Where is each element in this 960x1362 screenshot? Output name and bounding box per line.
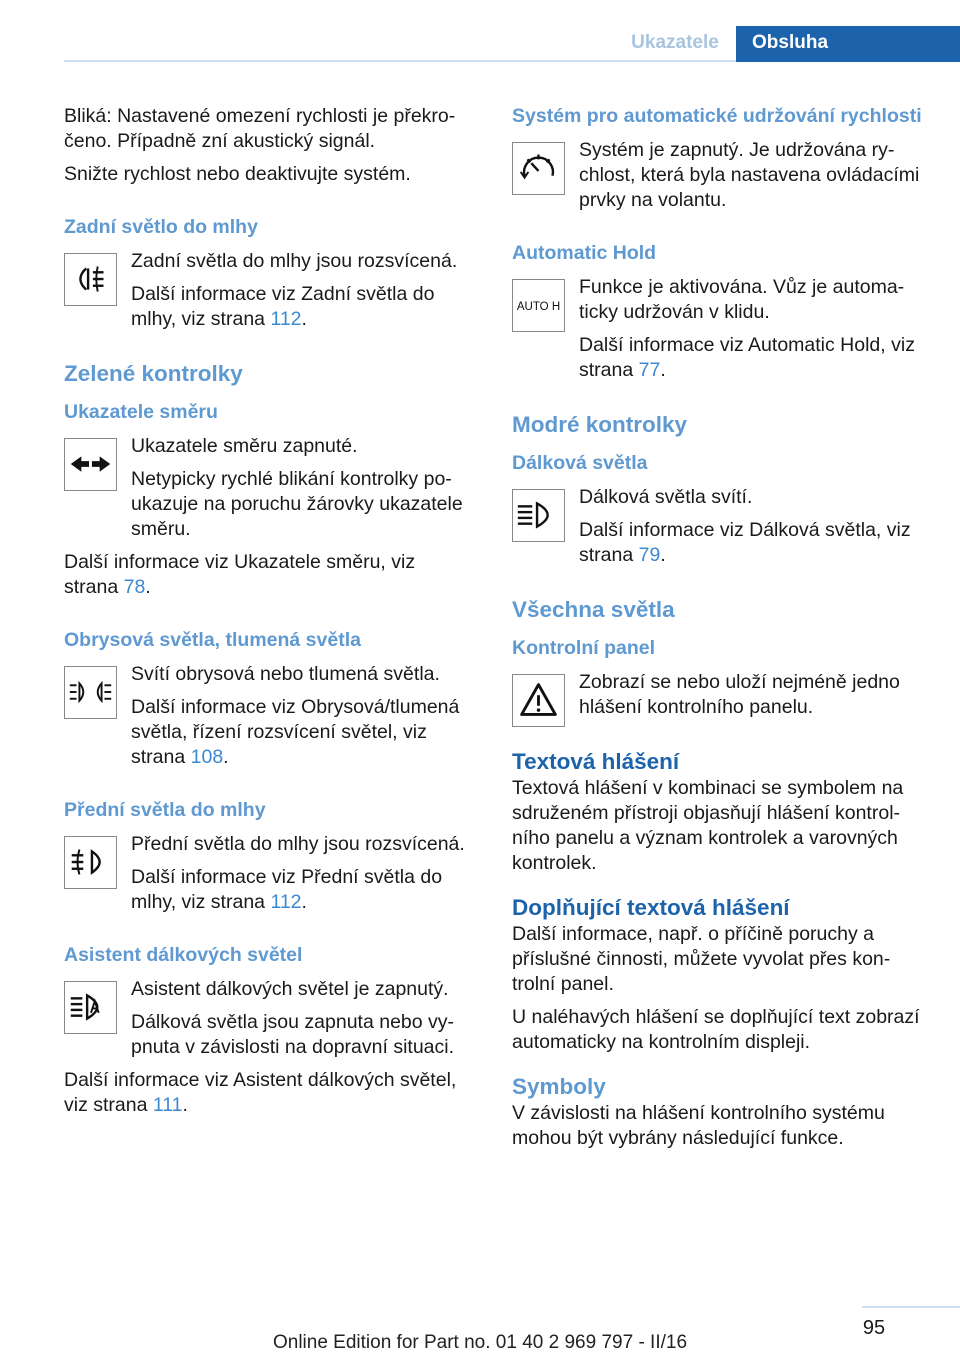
high-beam-icon bbox=[512, 489, 565, 542]
turn-signal-text-2: Netypicky rychlé blikání kontrolky po‐ukazuje na poruchu žárovky ukazatele směru. bbox=[131, 468, 463, 540]
green-indicators-heading: Zelené kontrolky bbox=[64, 361, 243, 386]
front-fog-title: Přední světla do mlhy bbox=[64, 799, 266, 821]
front-fog-light-icon bbox=[64, 836, 117, 889]
warning-triangle-icon bbox=[512, 674, 565, 727]
automatic-hold-text-2: Další informace viz Automatic Hold, viz strana 77. bbox=[579, 334, 915, 381]
turn-signal-title: Ukazatele směru bbox=[64, 401, 218, 423]
footer bbox=[0, 1330, 960, 1355]
symbols-text: V závislosti na hlášení kontrolního systému mohou být vybrány následující funkce. bbox=[512, 1102, 885, 1149]
tab-obsluha[interactable]: Obsluha bbox=[736, 26, 960, 62]
intro-text-1: Bliká: Nastavené omezení rychlosti je překro‐čeno. Případně zní akustický signál. bbox=[64, 105, 456, 152]
rear-fog-indicator bbox=[64, 249, 466, 332]
high-beam-indicator bbox=[512, 485, 924, 568]
page-link[interactable]: 111 bbox=[152, 1094, 183, 1116]
control-panel-title: Kontrolní panel bbox=[512, 637, 655, 659]
page-link[interactable]: 78 bbox=[123, 576, 146, 598]
blue-indicators-heading: Modré kontrolky bbox=[512, 412, 688, 437]
high-beam-assist-text-1: Asistent dálkových světel je zapnutý. bbox=[131, 978, 449, 1000]
rear-fog-text-1: Zadní světla do mlhy jsou rozsvícená. bbox=[131, 250, 458, 272]
cruise-control-title: Systém pro automatické udržování rychlosti bbox=[512, 105, 922, 127]
page-link[interactable]: 112 bbox=[270, 891, 302, 913]
control-panel-text-1: Zobrazí se nebo uloží nejméně jedno hlášení kontrolního panelu. bbox=[579, 671, 900, 718]
intro-text-2: Snižte rychlost nebo deaktivujte systém. bbox=[64, 163, 411, 185]
svg-text:AUTO H: AUTO H bbox=[516, 300, 561, 313]
page-link[interactable]: 112 bbox=[270, 308, 302, 330]
high-beam-text-2: Další informace viz Dálková světla, viz strana 79. bbox=[579, 519, 911, 566]
additional-messages-text-1: Další informace, např. o příčině poruchy a příslušné činnosti, můžete vyvolat přes kon‐trolní panel. bbox=[512, 923, 891, 995]
turn-signal-indicator bbox=[64, 434, 466, 542]
front-fog-text-1: Přední světla do mlhy jsou rozsvícená. bbox=[131, 833, 465, 855]
rear-fog-text-2: Další informace viz Zadní světla do mlhy, viz strana 112. bbox=[131, 283, 435, 330]
automatic-hold-text-1: Funkce je aktivována. Vůz je automa‐ticky udržován v klidu. bbox=[579, 276, 905, 323]
tab-ukazatele[interactable]: Ukazatele bbox=[631, 32, 719, 53]
cruise-control-indicator bbox=[512, 138, 924, 213]
high-beam-assist-icon bbox=[64, 981, 117, 1034]
parking-lights-text-1: Svítí obrysová nebo tlumená světla. bbox=[131, 663, 440, 685]
automatic-hold-title: Automatic Hold bbox=[512, 242, 657, 264]
page-link[interactable]: 108 bbox=[190, 746, 224, 768]
additional-messages-text-2: U naléhavých hlášení se doplňující text zobrazí automaticky na kontrolním displeji. bbox=[512, 1006, 920, 1053]
additional-messages-heading: Doplňující textová hlášení bbox=[512, 895, 790, 920]
right-column bbox=[512, 104, 924, 1159]
front-fog-text-2: Další informace viz Přední světla do mlhy, viz strana 112. bbox=[131, 866, 443, 913]
parking-lights-text-2: Další informace viz Obrysová/tlumená světla, řízení rozsvícení světel, viz strana 108. bbox=[131, 696, 460, 768]
parking-lights-indicator bbox=[64, 662, 466, 770]
rear-fog-light-icon bbox=[64, 253, 117, 306]
high-beam-assist-text-3: Další informace viz Asistent dálkových světel, viz strana 111. bbox=[64, 1069, 457, 1116]
left-column bbox=[64, 104, 466, 1126]
symbols-heading: Symboly bbox=[512, 1074, 606, 1099]
automatic-hold-indicator bbox=[512, 275, 924, 383]
page-link[interactable]: 77 bbox=[638, 359, 661, 381]
control-panel-indicator bbox=[512, 670, 924, 728]
page-link[interactable]: 79 bbox=[638, 544, 661, 566]
high-beam-title: Dálková světla bbox=[512, 452, 648, 474]
turn-signal-arrows-icon bbox=[64, 438, 117, 491]
high-beam-assist-indicator bbox=[64, 977, 466, 1060]
cruise-control-speedometer-icon bbox=[512, 142, 565, 195]
high-beam-assist-text-2: Dálková světla jsou zapnuta nebo vy‐pnuta v závislosti na dopravní situaci. bbox=[131, 1011, 455, 1058]
high-beam-text-1: Dálková světla svítí. bbox=[579, 486, 753, 508]
edition-text: Online Edition for Part no. 01 40 2 969 797 - II/16 bbox=[272, 1332, 688, 1353]
turn-signal-text-3: Další informace viz Ukazatele směru, viz strana 78. bbox=[64, 551, 416, 598]
cruise-control-text-1: Systém je zapnutý. Je udržována ry‐chlost, která byla nastavena ovládacími prvky na volantu. bbox=[579, 139, 920, 211]
parking-lights-icon bbox=[64, 666, 117, 719]
high-beam-assist-title: Asistent dálkových světel bbox=[64, 944, 303, 966]
page-number: 95 bbox=[862, 1317, 886, 1339]
text-messages-text: Textová hlášení v kombinaci se symbolem na sdruženém přístroji objasňují hlášení kontrol‐ního panelu a význam kontrolek a varovných kontrolek. bbox=[512, 777, 904, 874]
parking-lights-title: Obrysová světla, tlumená světla bbox=[64, 629, 361, 651]
front-fog-indicator bbox=[64, 832, 466, 915]
all-lights-heading: Všechna světla bbox=[512, 597, 675, 622]
auto-hold-icon bbox=[512, 279, 565, 332]
text-messages-heading: Textová hlášení bbox=[512, 749, 680, 774]
turn-signal-text-1: Ukazatele směru zapnuté. bbox=[131, 435, 358, 457]
footer-rule bbox=[862, 1306, 960, 1308]
rear-fog-title: Zadní světlo do mlhy bbox=[64, 216, 258, 238]
